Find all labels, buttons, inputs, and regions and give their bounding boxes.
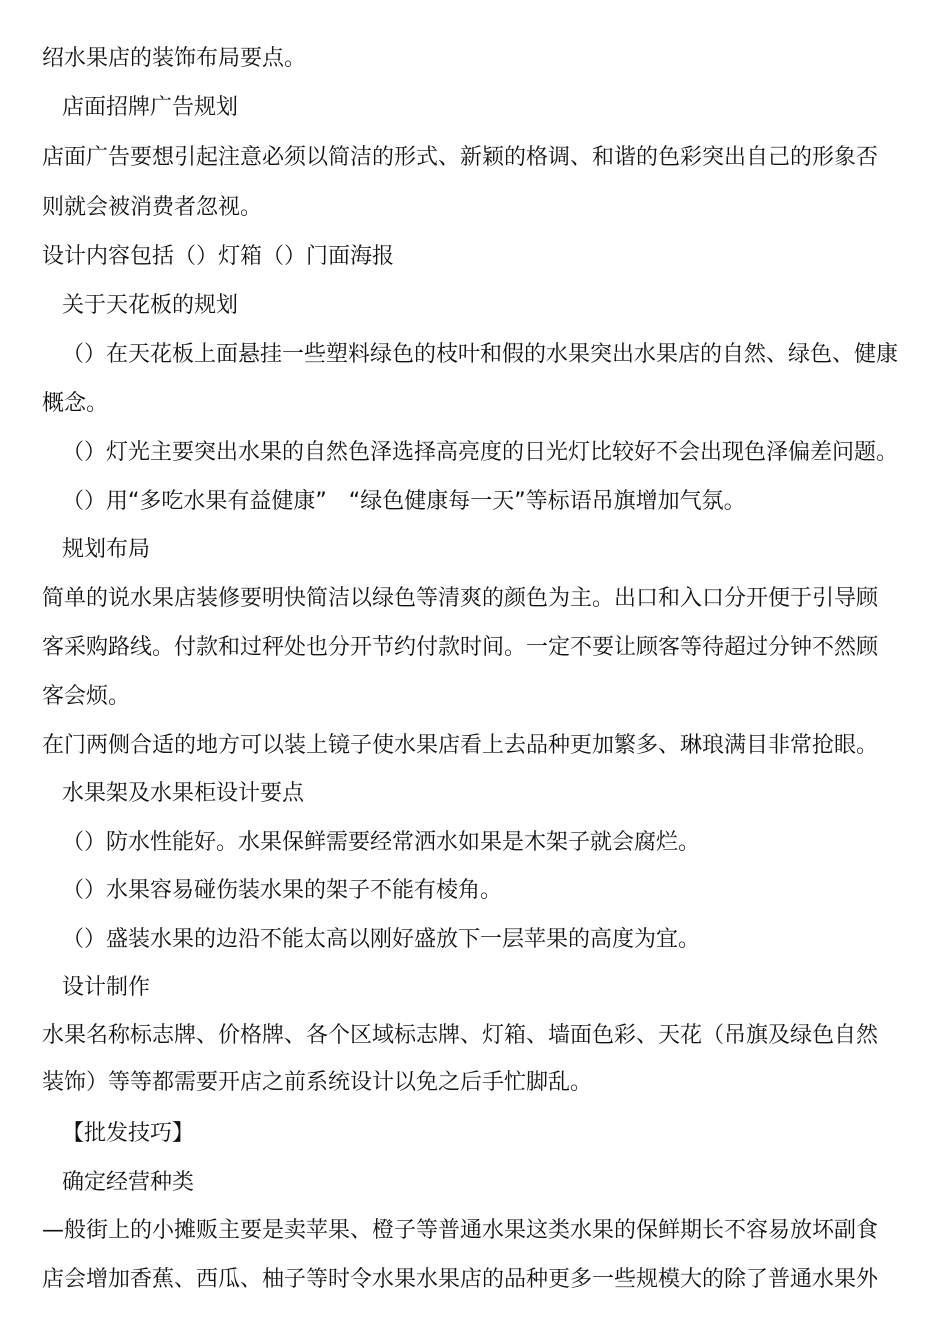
section-heading-storefront-sign: 店面招牌广告规划 (62, 95, 239, 120)
paragraph-line: 店会增加香蕉、西瓜、柚子等时令水果水果店的品种更多一些规模大的除了普通水果外 (42, 1267, 879, 1292)
section-heading-variety: 确定经营种类 (62, 1170, 195, 1195)
paragraph-line: 简单的说水果店装修要明快简洁以绿色等清爽的颜色为主。出口和入口分开便于引导顾 (42, 586, 879, 611)
paragraph-line: 概念。 (42, 391, 109, 416)
list-item: （）水果容易碰伤装水果的架子不能有棱角。 (62, 878, 503, 903)
section-heading-layout: 规划布局 (62, 537, 151, 562)
section-heading-wholesale: 【批发技巧】 (62, 1121, 195, 1146)
list-item: （）用“多吃水果有益健康” “绿色健康每一天”等标语吊旗增加气氛。 (62, 489, 746, 514)
paragraph-line: 在门两侧合适的地方可以装上镜子使水果店看上去品种更加繁多、琳琅满目非常抢眼。 (42, 733, 879, 758)
list-item: （）盛装水果的边沿不能太高以刚好盛放下一层苹果的高度为宜。 (62, 927, 701, 952)
paragraph-line: 店面广告要想引起注意必须以简洁的形式、新颖的格调、和谐的色彩突出自己的形象否 (42, 145, 879, 170)
paragraph-line: 则就会被消费者忽视。 (42, 195, 263, 220)
list-item: （）防水性能好。水果保鲜需要经常洒水如果是木架子就会腐烂。 (62, 830, 701, 855)
paragraph-line: —般街上的小摊贩主要是卖苹果、橙子等普通水果这类水果的保鲜期长不容易放坏副食 (42, 1218, 879, 1243)
section-heading-fruit-shelf: 水果架及水果柜设计要点 (62, 781, 305, 806)
paragraph-line: 水果名称标志牌、价格牌、各个区域标志牌、灯箱、墙面色彩、天花（吊旗及绿色自然 (42, 1023, 879, 1048)
paragraph-line: 客采购路线。付款和过秤处也分开节约付款时间。一定不要让顾客等待超过分钟不然顾 (42, 635, 879, 660)
paragraph-line: 绍水果店的装饰布局要点。 (42, 46, 307, 71)
paragraph-line: 客会烦。 (42, 684, 131, 709)
paragraph-line: 设计内容包括（）灯箱（）门面海报 (42, 244, 395, 269)
section-heading-ceiling: 关于天花板的规划 (62, 293, 239, 318)
section-heading-design: 设计制作 (62, 975, 151, 1000)
list-item: （）灯光主要突出水果的自然色泽选择高亮度的日光灯比较好不会出现色泽偏差问题。 (62, 440, 899, 465)
list-item: （）在天花板上面悬挂一些塑料绿色的枝叶和假的水果突出水果店的自然、绿色、健康 (62, 342, 899, 367)
paragraph-line: 装饰）等等都需要开店之前系统设计以免之后手忙脚乱。 (42, 1070, 593, 1095)
